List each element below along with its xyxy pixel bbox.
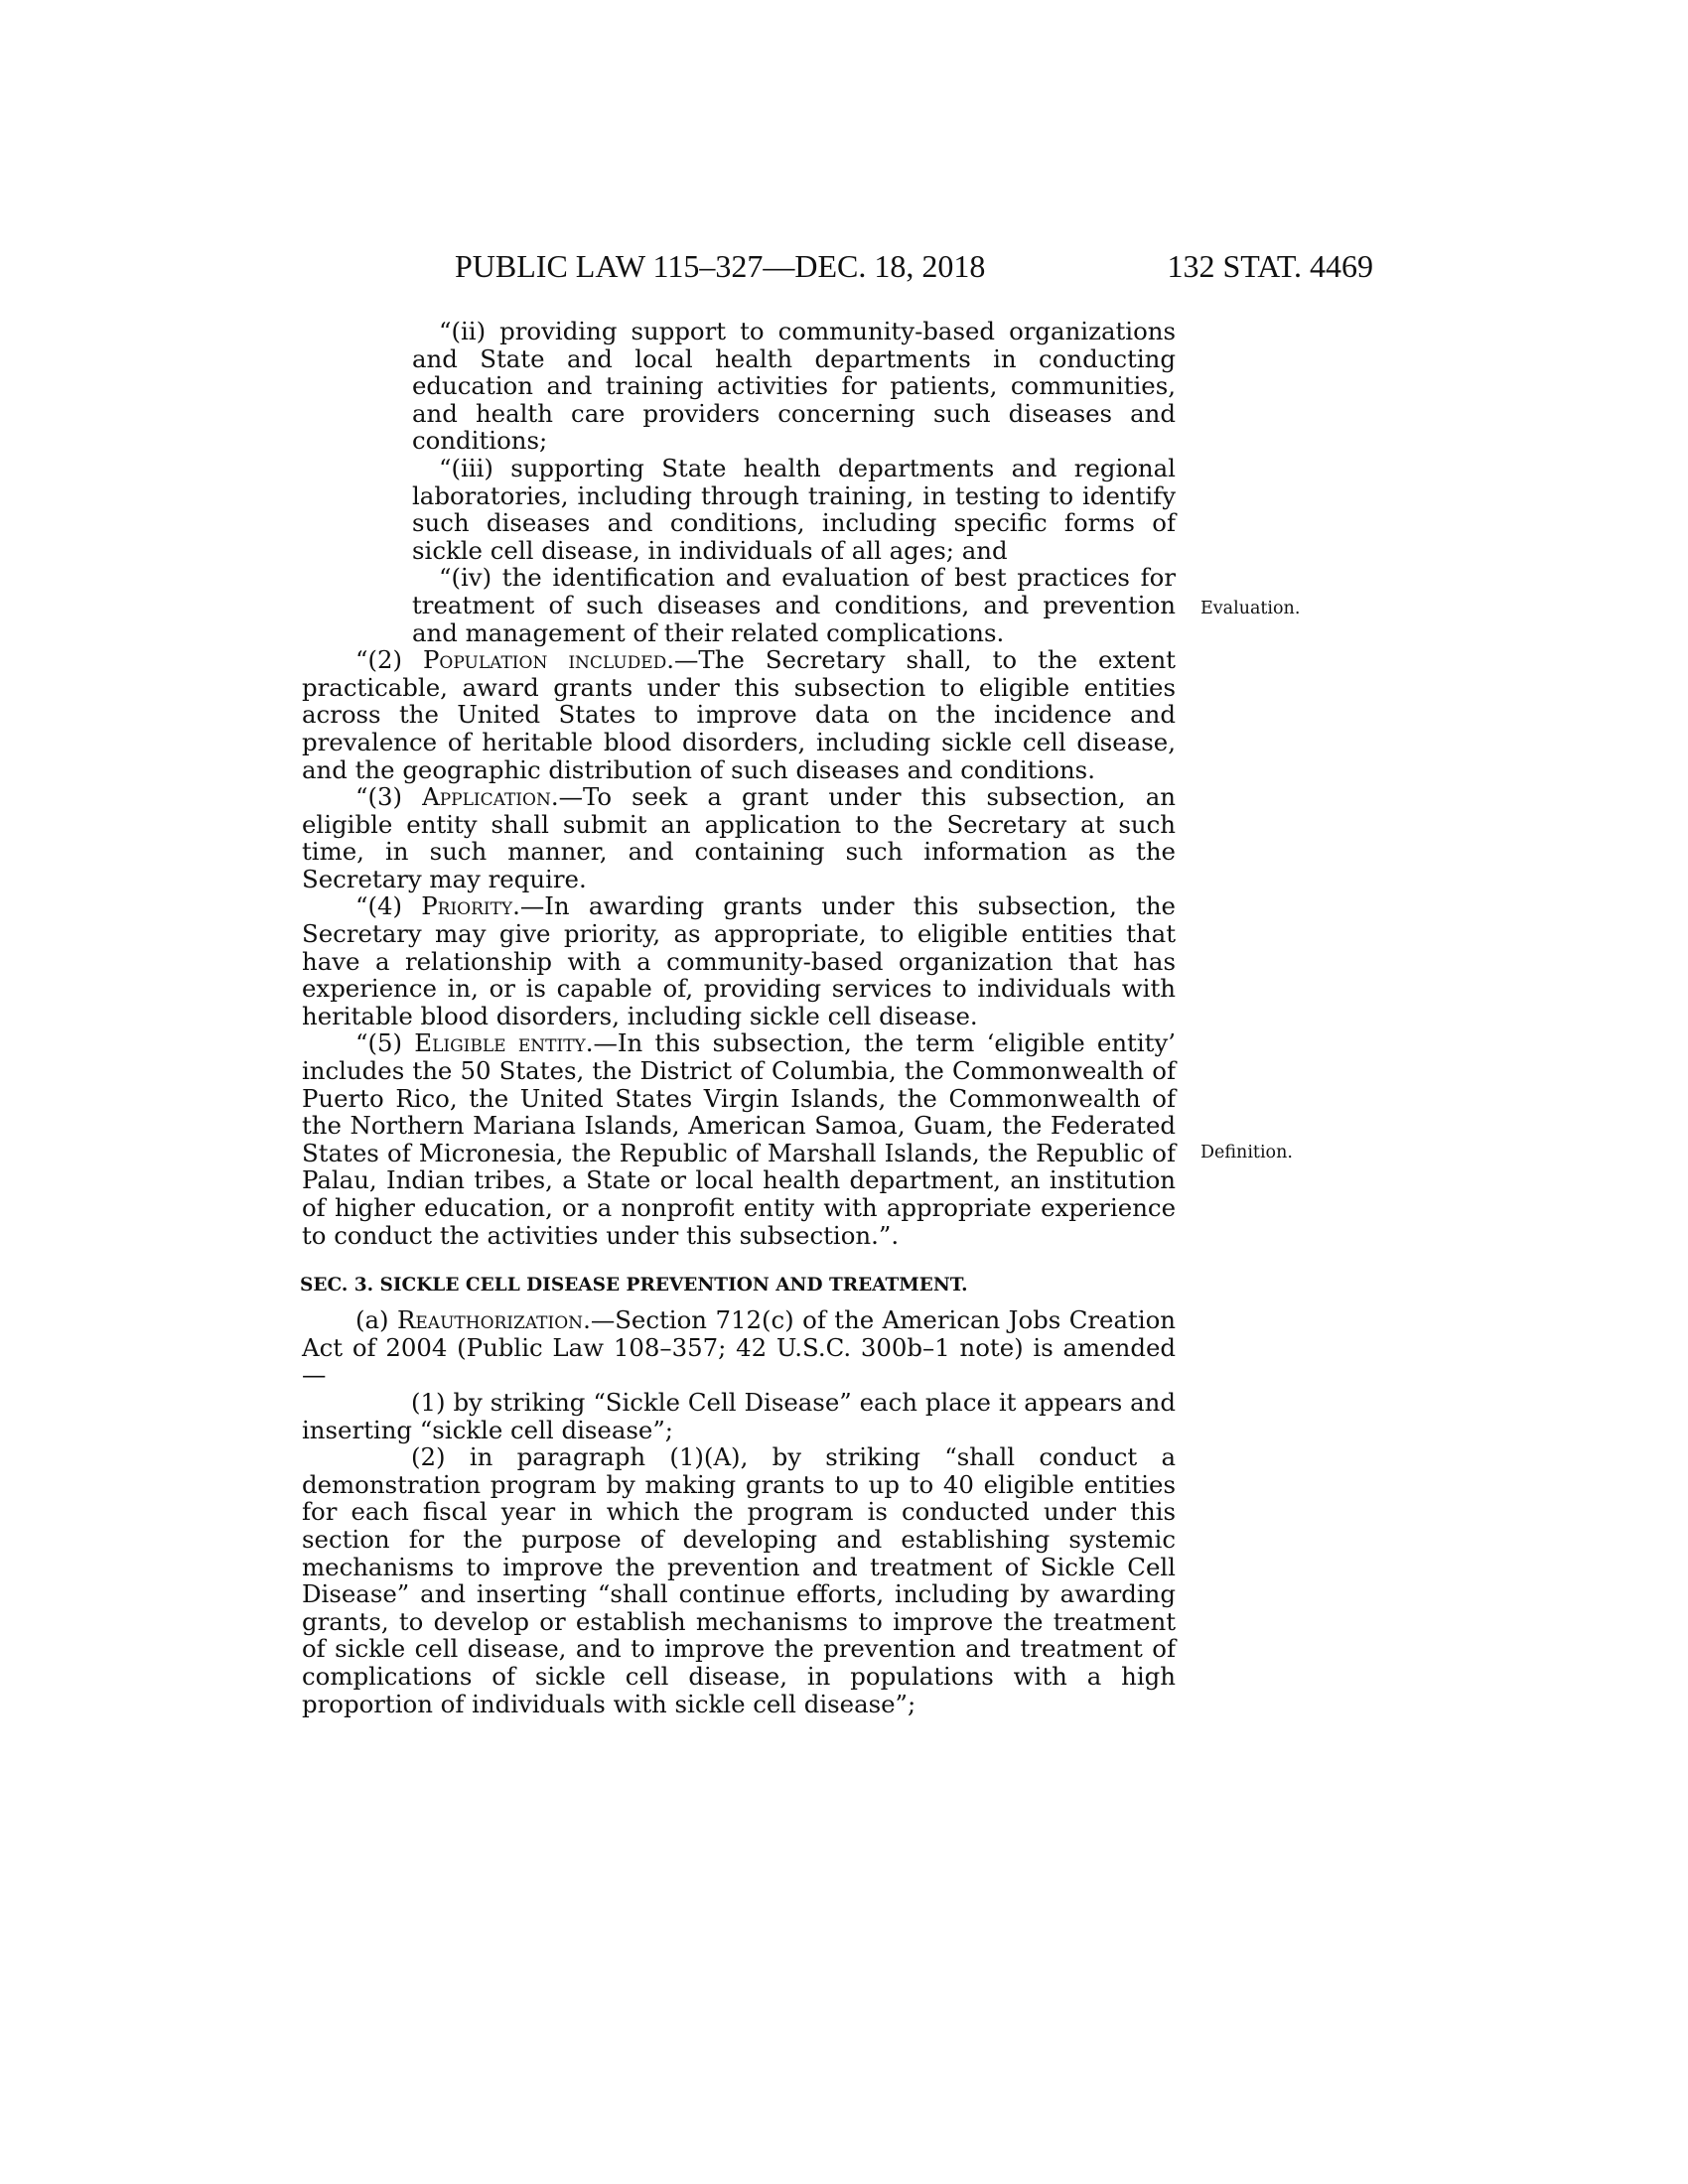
subsection-a-heading: Reauthorization (397, 1305, 584, 1335)
paragraph-3-text: .—To seek a grant under this subsection, an eligible entity shall submit an application to the Secretary at such time, in such manner, and containing such information as the Secretary may require. (302, 782, 1177, 893)
paragraph-5 (302, 1029, 1176, 1249)
page-header (455, 246, 1373, 286)
paragraph-4-number: “(4) (355, 891, 422, 921)
public-law-citation: PUBLIC LAW 115–327—DEC. 18, 2018 (455, 248, 986, 284)
subsection-a-text: .—Section 712(c) of the American Jobs Creation Act of 2004 (Public Law 108–357; 42 U.S.C. 300b–1 note) is amended— (302, 1305, 1177, 1390)
section-3-heading: SEC. 3. SICKLE CELL DISEASE PREVENTION AND TREATMENT. (300, 1275, 968, 1297)
paragraph-3-heading: Application (422, 782, 551, 812)
clause-iv: “(iv) the identification and evaluation of best practices for treatment of such diseases and conditions, and prevention and management of their related complications. (412, 563, 1176, 647)
paragraph-2-number: “(2) (355, 645, 424, 675)
paragraph-5-heading: Eligible entity (414, 1028, 586, 1058)
margin-note-evaluation: Evaluation. (1200, 599, 1301, 618)
paragraph-4 (302, 892, 1176, 1029)
paragraph-4-text: .—In awarding grants under this subsection, the Secretary may give priority, as appropriate, to eligible entities that have a relationship with a community-based organization that has experience in, or is capable of, providing services to individuals with heritable blood disorders, including sickle cell disease. (302, 891, 1176, 1030)
paragraph-4-heading: Priority (421, 891, 513, 921)
paragraph-2-heading: Population included (423, 645, 667, 675)
paragraph-5-text: .—In this subsection, the term ‘eligible entity’ includes the 50 States, the District of Columbia, the Commonwealth of Puerto Rico, the United States Virgin Islands, the Commonwealth of the Northern Mariana Islands, American Samoa, Guam, the Federated States of Micronesia, the Republic of Marshall Islands, the Republic of Palau, Indian tribes, a State or local health department, an institution of higher education, or a nonprofit entity with appropriate experience to conduct the activities under this subsection.”. (302, 1028, 1176, 1250)
paragraph-3 (302, 783, 1176, 892)
subsection-a (302, 1306, 1176, 1389)
margin-note-definition: Definition. (1200, 1143, 1293, 1162)
paragraph-2 (302, 646, 1176, 783)
statute-page-number: 132 STAT. 4469 (1167, 248, 1373, 284)
paragraph-2-text: .—The Secretary shall, to the extent practicable, award grants under this subsection to eligible entities across the United States to improve data on the incidence and prevalence of heritable blood disorders, including sickle cell disease, and the geographic distribution of such diseases and conditions. (302, 645, 1176, 784)
clause-iii: “(iii) supporting State health departments and regional laboratories, including through training, in testing to identify such diseases and conditions, including specific forms of sickle cell disease, in individuals of all ages; and (412, 453, 1176, 565)
amendment-1: (1) by striking “Sickle Cell Disease” each place it appears and inserting “sickle cell disease”; (302, 1387, 1176, 1444)
subsection-a-letter: (a) (355, 1305, 398, 1335)
statute-body (302, 318, 1176, 1717)
amendment-2: (2) in paragraph (1)(A), by striking “shall conduct a demonstration program by making grants to up to 40 eligible entities for each fiscal year in which the program is conducted under this section for the purpose of developing and establishing systemic mechanisms to improve the prevention and treatment of Sickle Cell Disease” and inserting “shall continue efforts, including by awarding grants, to develop or establish mechanisms to improve the treatment of sickle cell disease, and to improve the prevention and treatment of complications of sickle cell disease, in populations with a high proportion of individuals with sickle cell disease”; (302, 1442, 1176, 1718)
paragraph-3-number: “(3) (355, 782, 423, 812)
clause-ii: “(ii) providing support to community-based organizations and State and local health departments in conducting education and training activities for patients, communities, and health care providers concerning such diseases and conditions; (412, 317, 1176, 456)
paragraph-5-number: “(5) (355, 1028, 415, 1058)
